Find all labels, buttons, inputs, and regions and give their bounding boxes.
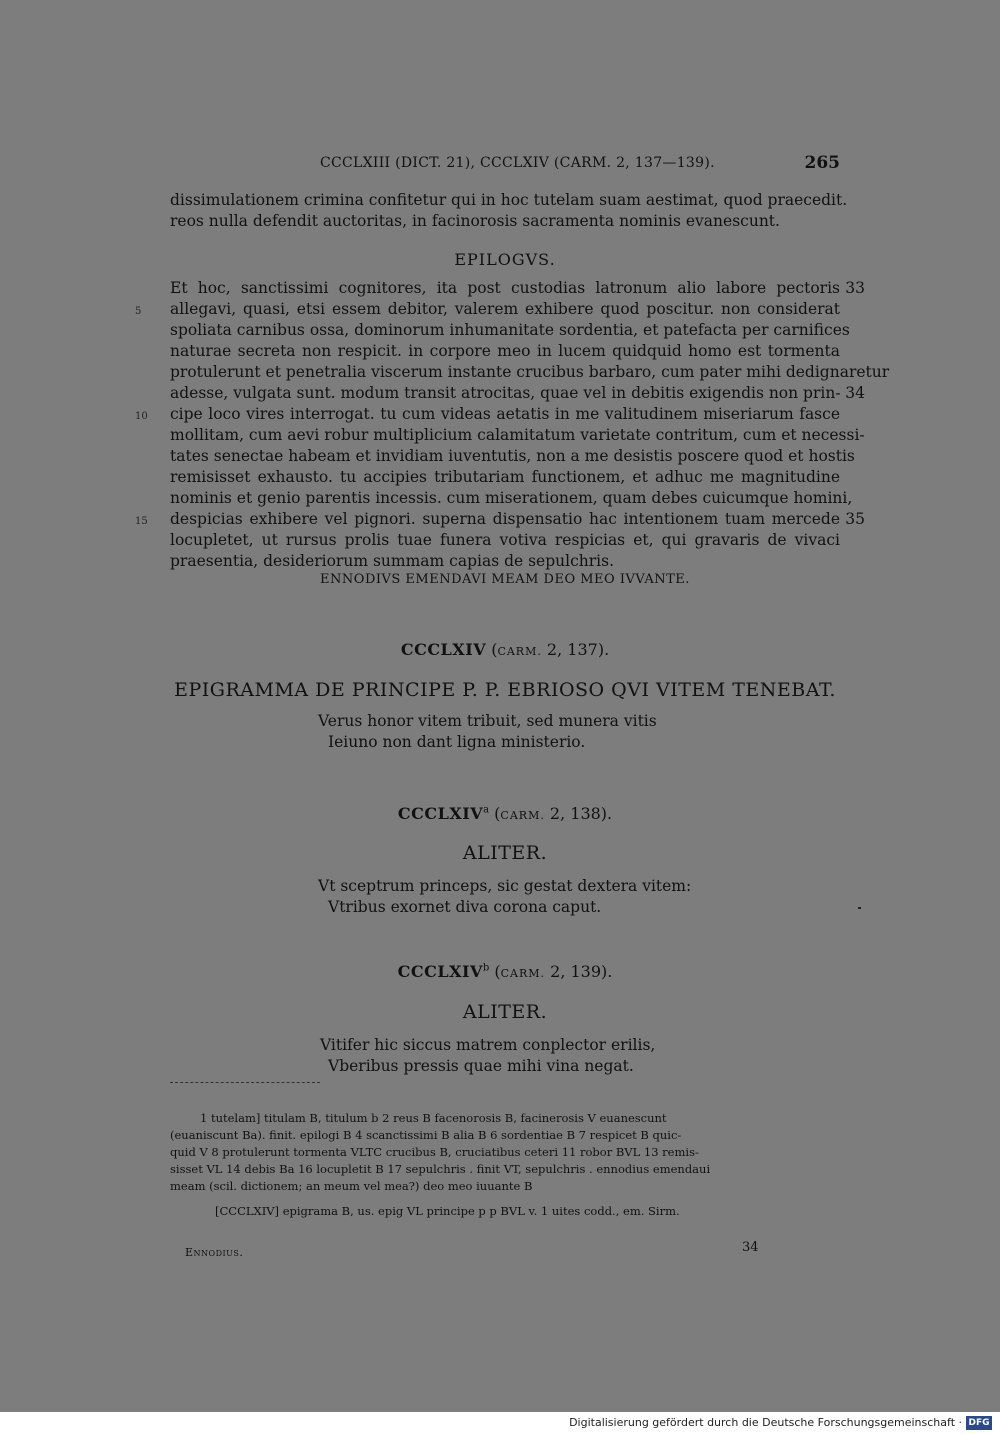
dfg-logo: DFG — [966, 1416, 992, 1430]
verse-line: Vtribus exornet diva corona caput. — [328, 898, 602, 916]
poem-number: CCCLXIV — [397, 804, 484, 823]
text-line — [170, 467, 840, 488]
poem-ref-carm: CARM. — [497, 645, 542, 658]
line-text: locupletet, ut rursus prolis tuae funera votiva respicias et, qui gravaris de vivaci — [170, 531, 840, 549]
scan-speck — [858, 907, 861, 909]
note-line: 1 tutelam] titulam B, titulum b 2 reus B facenorosis B, facinerosis V euanescunt — [200, 1111, 667, 1125]
line-text: adesse, vulgata sunt. modum transit atrocitas, quae vel in debitis exigendis non prin- — [170, 384, 841, 402]
poem-ref-open: ( — [489, 962, 501, 981]
text-line — [170, 425, 865, 446]
note-line: (euaniscunt Ba). finit. epilogi B 4 scanctissimi B alia B 6 sordentiae B 7 respicet B quic- — [170, 1128, 682, 1142]
line-text: protulerunt et penetralia viscerum instante crucibus barbaro, cum pater mihi dedignaretur — [170, 363, 890, 381]
line-text: mollitam, cum aevi robur multiplicium calamitatum varietate contritum, cum et necessi- — [170, 426, 865, 444]
section-number: 35 — [845, 510, 865, 528]
poem-number-heading — [170, 640, 840, 659]
poem-number: CCCLXIV — [400, 640, 487, 659]
verse-line: Vitifer hic siccus matrem conplector erilis, — [320, 1036, 656, 1054]
page-number: 265 — [804, 153, 840, 173]
funding-text: Digitalisierung gefördert durch die Deutsche Forschungsgemeinschaft · — [569, 1416, 962, 1429]
verse-line: Vt sceptrum princeps, sic gestat dextera vitem: — [318, 877, 692, 895]
poem-title: ALITER. — [462, 1001, 548, 1023]
poem-number-heading — [170, 804, 840, 823]
line-text: remisisset exhausto. tu accipies tributariam functionem, et adhuc me magnitudine — [170, 468, 840, 486]
apparatus-notes — [170, 1110, 840, 1220]
intro-text — [170, 190, 848, 232]
verse-line: Verus honor vitem tribuit, sed munera vitis — [318, 712, 657, 730]
poem-number-suffix: b — [482, 962, 490, 974]
text-line: reos nulla defendit auctoritas, in facinorosis sacramenta nominis evanescunt. — [170, 212, 780, 230]
footnote-rule — [170, 1082, 320, 1084]
section-number: 34 — [845, 384, 865, 402]
poem-ref-carm: CARM. — [500, 967, 546, 980]
line-number: 10 — [135, 411, 148, 422]
poem-ref: 2, 139). — [545, 962, 613, 981]
section-number: 33 — [845, 279, 865, 297]
text-line — [135, 299, 840, 320]
text-line — [170, 341, 840, 362]
poem-number-heading — [170, 962, 840, 981]
line-text: praesentia, desideriorum summam capias de sepulchris. — [170, 552, 614, 570]
poem-title: EPIGRAMMA DE PRINCIPE P. P. EBRIOSO QVI VITEM TENEBAT. — [174, 679, 836, 701]
poem-ref-open: ( — [486, 640, 498, 659]
epilogus-heading: EPILOGVS. — [454, 250, 556, 269]
line-text: naturae secreta non respicit. in corpore meo in lucem quidquid homo est tormenta — [170, 342, 840, 360]
note-line: meam (scil. dictionem; an meum vel mea?) deo meo iuuante B — [170, 1179, 533, 1193]
note-line: sisset VL 14 debis Ba 16 locupletit B 17 sepulchris . finit VT, sepulchris . ennodius emendaui — [170, 1162, 711, 1176]
poem-verses — [170, 876, 840, 918]
funding-bar — [0, 1412, 1000, 1434]
poem-number: CCCLXIV — [397, 962, 483, 981]
footer-author — [185, 1246, 243, 1259]
note-line: quid V 8 protulerunt tormenta VLTC crucibus B, cruciatibus ceteri 11 robor BVL 13 remis- — [170, 1145, 699, 1159]
text-line: dissimulationem crimina confitetur qui in hoc tutelam suam aestimat, quod praecedit. — [170, 191, 848, 209]
line-text: Et hoc, sanctissimi cognitores, ita post custodias latronum alio labore pectoris — [170, 279, 840, 297]
signoff-line: ENNODIVS EMENDAVI MEAM DEO MEO IVVANTE. — [320, 572, 690, 587]
note-line: [CCCLXIV] epigrama B, us. epig VL principe p p BVL v. 1 uites codd., em. Sirm. — [215, 1204, 680, 1218]
line-text: spoliata carnibus ossa, dominorum inhumanitate sordentia, et patefacta per carnifices — [170, 321, 850, 339]
poem-verses — [170, 711, 840, 753]
poem-number-suffix: a — [483, 804, 490, 816]
line-text: tates senectae habeam et invidiam iuventutis, non a me desistis poscere quod et hostis — [170, 447, 855, 465]
footer-author-text: Ennodius. — [185, 1246, 244, 1259]
verse-line: Vberibus pressis quae mihi vina negat. — [328, 1057, 634, 1075]
verse-line: Ieiuno non dant ligna ministerio. — [328, 733, 586, 751]
signature-mark: 34 — [742, 1240, 759, 1255]
text-line — [170, 320, 850, 341]
line-text: nominis et genio parentis incessis. cum miserationem, quam debes cuicumque homini, — [170, 489, 853, 507]
poem-ref: 2, 138). — [544, 804, 613, 823]
line-text: despicias exhibere vel pignori. superna dispensatio hac intentionem tuam mercede — [170, 510, 840, 528]
epilogus-text — [135, 278, 890, 572]
poem-ref-carm: CARM. — [500, 809, 545, 822]
text-line — [170, 362, 890, 383]
text-line — [170, 446, 855, 467]
line-text: cipe loco vires interrogat. tu cum videas aetatis in me valitudinem miseriarum fasce — [170, 405, 840, 423]
text-line — [170, 530, 840, 551]
text-line — [135, 404, 840, 425]
text-line — [170, 383, 865, 404]
line-text: allegavi, quasi, etsi essem debitor, valerem exhibere quod poscitur. non considerat — [170, 300, 840, 318]
text-line — [170, 278, 865, 299]
line-number: 5 — [135, 306, 142, 317]
poem-verses — [170, 1035, 840, 1077]
running-title: CCCLXIII (DICT. 21), CCCLXIV (CARM. 2, 137—139). — [320, 155, 715, 171]
text-line — [135, 509, 865, 530]
poem-ref: 2, 137). — [541, 640, 610, 659]
poem-title: ALITER. — [462, 842, 548, 864]
poem-ref-open: ( — [489, 804, 501, 823]
text-line — [170, 488, 853, 509]
line-number: 15 — [135, 516, 148, 527]
text-line — [170, 551, 840, 572]
